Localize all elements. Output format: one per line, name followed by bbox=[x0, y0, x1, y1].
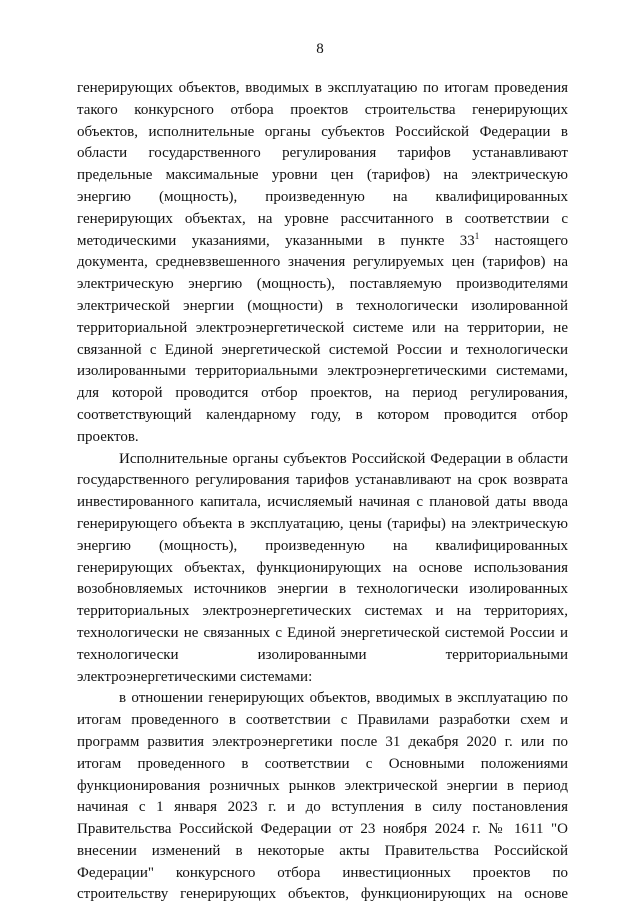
document-body bbox=[77, 78, 568, 906]
footnote-reference: 1 bbox=[474, 230, 480, 241]
paragraph-generating-objects: в отношении генерирующих объектов, вводимых в эксплуатацию по итогам проведенного в соответствии с Правилами разработки схем и программ развития электроэнергетики после 31 декабря 2020 г. или по итогам проведенного в соответствии с Основными положениями функционирования розничных рынков электрической энергии в период начиная с 1 января 2023 г. и до вступления в силу постановления Правительства Российской Федерации от 23 ноября 2024 г. № 1611 "О внесении изменений в некоторые акты Правительства Российской Федерации" конкурсного отбора инвестиционных проектов по строительству генерирующих объектов, функционирующих на основе bbox=[77, 690, 568, 903]
paragraph-text: генерирующих объектов, вводимых в эксплуатацию по итогам проведения такого конкурсного отбора проектов строительства генерирующих объектов, исполнительные органы субъектов Российской Федерации в области государственного регулирования тарифов устанавливают предельные максимальные уровни цен (тарифов) на электрическую энергию (мощность), произведенную на квалифицированных генерирующих объектах, на уровне рассчитанного в соответствии с методическими указаниями, указанными в пункте 33 bbox=[77, 80, 568, 249]
paragraph-continuation bbox=[77, 78, 568, 449]
page-number: 8 bbox=[316, 41, 324, 57]
paragraph-tariff-establishment: Исполнительные органы субъектов Российской Федерации в области государственного регулирования тарифов устанавливают на срок возврата инвестированного капитала, исчисляемый начиная с плановой даты ввода генерирующего объекта в эксплуатацию, цены (тарифы) на электрическую энергию (мощность), произведенную на квалифицированных генерирующих объектах, функционирующих на основе использования возобновляемых источников энергии в технологически изолированных территориальных электроэнергетических системах и на территориях, технологически не связанных с Единой энергетической системой России и технологически изолированными территориальными электроэнергетическими системами: bbox=[77, 450, 568, 685]
paragraph-text: настоящего документа, средневзвешенного значения регулируемых цен (тарифов) на электрическую энергию (мощность), поставляемую производителями электрической энергии (мощности) в технологически изолированной территориальной электроэнергетической системе или на территории, не связанной с Единой энергетической системой России и технологически изолированными территориальными электроэнергетическими системами, для которой проводится отбор проектов, на период регулирования, соответствующий календарному году, в котором проводится отбор проектов. bbox=[77, 232, 568, 445]
